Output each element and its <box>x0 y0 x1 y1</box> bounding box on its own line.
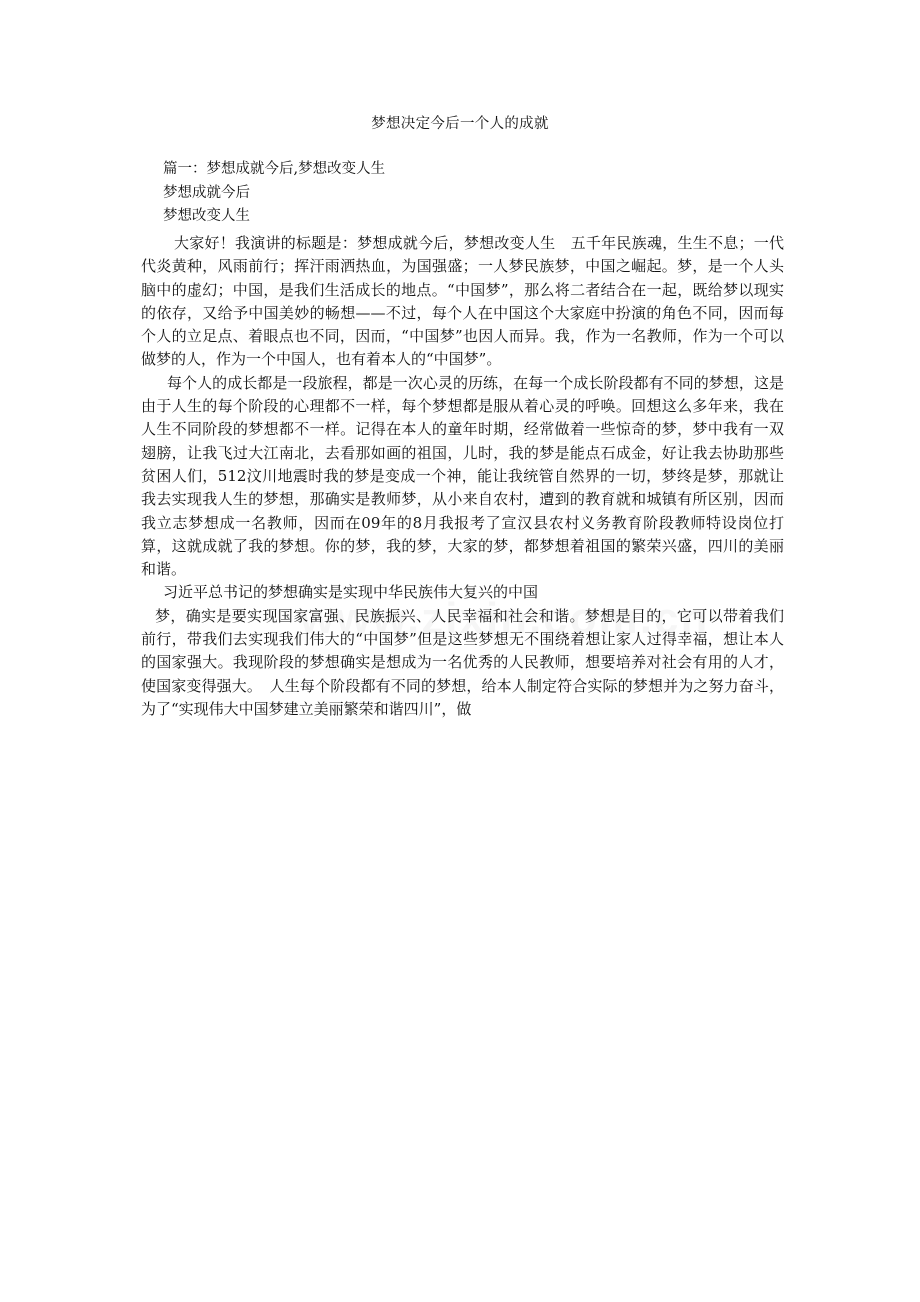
paragraph-growth: 每个人的成长都是一段旅程，都是一次心灵的历练，在每一个成长阶段都有不同的梦想，这是由于人生的每个阶段的心理都不一样，每个梦想都是服从着心灵的呼唤。回想这么多年来，我在人生不同阶段的梦想都不一样。记得在本人的童年时期，经常做着一些惊奇的梦，梦中我有一双翅膀，让我飞过大江南北，去看那如画的祖国，儿时，我的梦是能点石成金，好让我去协助那些贫困人们，512汶川地震时我的梦是变成一个神，能让我统管自然界的一切，梦终是梦，那就让我去实现我人生的梦想，那确实是教师梦，从小来自农村，遭到的教育就和城镇有所区别，因而我立志梦想成一名教师，因而在09年的8月我报考了宣汉县农村义务教育阶段教师特设岗位打算，这就成就了我的梦想。你的梦，我的梦，大家的梦，都梦想着祖国的繁荣兴盛，四川的美丽和谐。 <box>141 373 784 579</box>
heading-line: 梦想改变人生 <box>163 208 250 224</box>
paragraph-dream-goal: 梦，确实是要实现国家富强、民族振兴、人民幸福和社会和谐。梦想是目的，它可以带着我们前行，带我们去实现我们伟大的“中国梦”但是这些梦想无不围绕着想让家人过得幸福，想让本人的国家强大。我现阶段的梦想确实是想成为一名优秀的人民教师，想要培养对社会有用的人才，使国家变得强大。 人生每个阶段都有不同的梦想，给本人制定符合实际的梦想并为之努力奋斗，为了“实现伟大中国梦建立美丽繁荣和谐四川”，做 <box>141 606 784 718</box>
document-body <box>141 232 784 721</box>
document-title: 梦想决定今后一个人的成就 <box>371 116 549 132</box>
paragraph-speech-intro: 大家好！我演讲的标题是：梦想成就今后，梦想改变人生 五千年民族魂，生生不息；一代代炎黄种，风雨前行；挥汗雨洒热血，为国强盛；一人梦民族梦，中国之崛起。梦，是一个人头脑中的虚幻；中国，是我们生活成长的地点。“中国梦”，那么将二者结合在一起，既给梦以现实的依存，又给予中国美妙的畅想——不过，每个人在中国这个大家庭中扮演的角色不同，因而每个人的立足点、着眼点也不同，因而，“中国梦”也因人而异。我，作为一名教师，作为一个可以做梦的人，作为一个中国人，也有着本人的“中国梦”。 <box>141 234 784 369</box>
paragraph-xi-dream: 习近平总书记的梦想确实是实现中华民族伟大复兴的中国 <box>163 583 539 602</box>
section-headings <box>163 158 385 229</box>
heading-line: 篇一：梦想成就今后,梦想改变人生 <box>163 161 386 177</box>
heading-line: 梦想成就今后 <box>163 184 250 201</box>
